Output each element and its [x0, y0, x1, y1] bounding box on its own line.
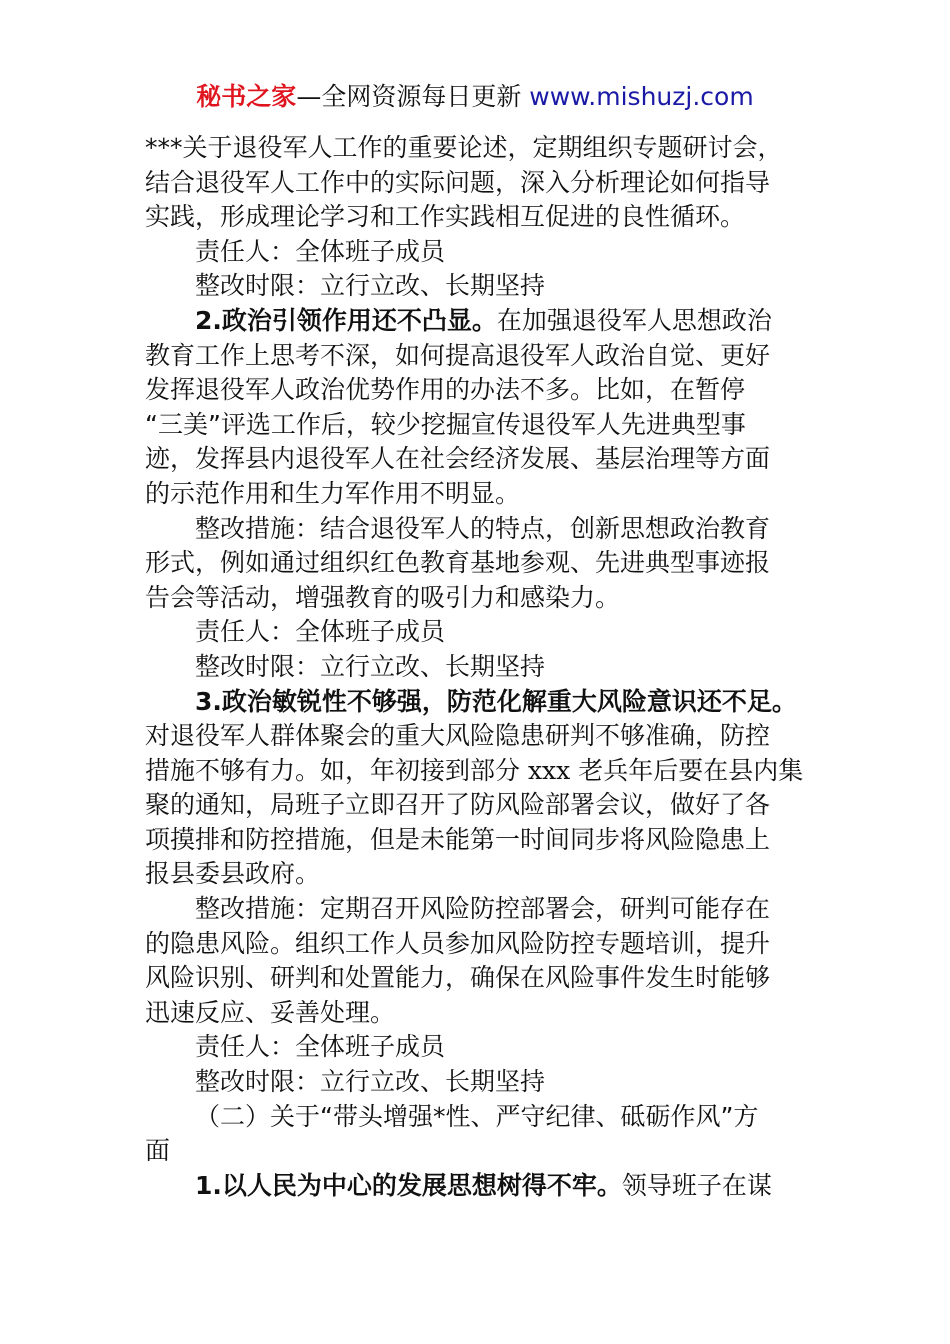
paragraph-line: “三美”评选工作后，较少挖掘宣传退役军人先进典型事 [145, 409, 746, 439]
issue-title: 2.政治引领作用还不凸显。 [195, 305, 497, 335]
paragraph-line: 项摸排和防控措施，但是未能第一时间同步将风险隐患上 [145, 824, 771, 854]
paragraph-line: 迅速反应、妥善处理。 [145, 997, 396, 1027]
section-heading-line: （二）关于“带头增强*性、严守纪律、砥砺作风”方 [195, 1101, 759, 1131]
text-segment: 措施不够有力。如，年初接到部分 [145, 755, 528, 785]
responsible-line: 责任人：全体班子成员 [195, 1032, 446, 1062]
site-header [0, 80, 950, 114]
paragraph-line: 形式，例如通过组织红色教育基地参观、先进典型事迹报 [145, 548, 771, 578]
responsible-line: 责任人：全体班子成员 [195, 236, 446, 266]
issue-title: 1.以人民为中心的发展思想树得不牢。 [195, 1170, 622, 1200]
paragraph-line: 迹，发挥县内退役军人在社会经济发展、基层治理等方面 [145, 444, 771, 474]
responsible-line: 责任人：全体班子成员 [195, 617, 446, 647]
site-url-link[interactable]: www.mishuzj.com [529, 82, 754, 111]
paragraph-line: 结合退役军人工作中的实际问题，深入分析理论如何指导 [145, 167, 771, 197]
issue-title: 3.政治敏锐性不够强，防范化解重大风险意识还不足。 [195, 686, 797, 716]
issue-heading-line [145, 1169, 815, 1204]
paragraph-line: 实践，形成理论学习和工作实践相互促进的良性循环。 [145, 202, 746, 232]
section-heading-line: 面 [145, 1136, 171, 1166]
document-body [145, 131, 815, 1203]
issue-lead-text: 领导班子在谋 [621, 1170, 772, 1200]
text-segment: 老兵年后要在县内集 [570, 755, 804, 785]
paragraph-line: 的隐患风险。组织工作人员参加风险防控专题培训，提升 [145, 928, 771, 958]
site-slogan: —全网资源每日更新 [296, 82, 530, 111]
paragraph-line: 教育工作上思考不深，如何提高退役军人政治自觉、更好 [145, 340, 771, 370]
paragraph-line: 报县委县政府。 [145, 859, 321, 889]
issue-heading-line [145, 304, 815, 339]
paragraph-line: 风险识别、研判和处置能力，确保在风险事件发生时能够 [145, 963, 771, 993]
paragraph-line [145, 754, 815, 789]
paragraph-line: 对退役军人群体聚会的重大风险隐患研判不够准确，防控 [145, 721, 771, 751]
placeholder-text: xxx [527, 755, 571, 785]
paragraph-line: 的示范作用和生力军作用不明显。 [145, 478, 521, 508]
measure-line: 整改措施：定期召开风险防控部署会，研判可能存在 [195, 894, 771, 924]
deadline-line: 整改时限：立行立改、长期坚持 [195, 651, 546, 681]
deadline-line: 整改时限：立行立改、长期坚持 [195, 271, 546, 301]
site-brand: 秘书之家 [196, 82, 297, 111]
deadline-line: 整改时限：立行立改、长期坚持 [195, 1067, 546, 1097]
paragraph-line: ***关于退役军人工作的重要论述，定期组织专题研讨会， [145, 133, 783, 162]
paragraph-line: 发挥退役军人政治优势作用的办法不多。比如，在暂停 [145, 375, 746, 405]
measure-line: 整改措施：结合退役军人的特点，创新思想政治教育 [195, 513, 771, 543]
paragraph-line: 聚的通知，局班子立即召开了防风险部署会议，做好了各 [145, 790, 771, 820]
paragraph-line: 告会等活动，增强教育的吸引力和感染力。 [145, 582, 621, 612]
issue-lead-text: 在加强退役军人思想政治 [496, 305, 772, 335]
